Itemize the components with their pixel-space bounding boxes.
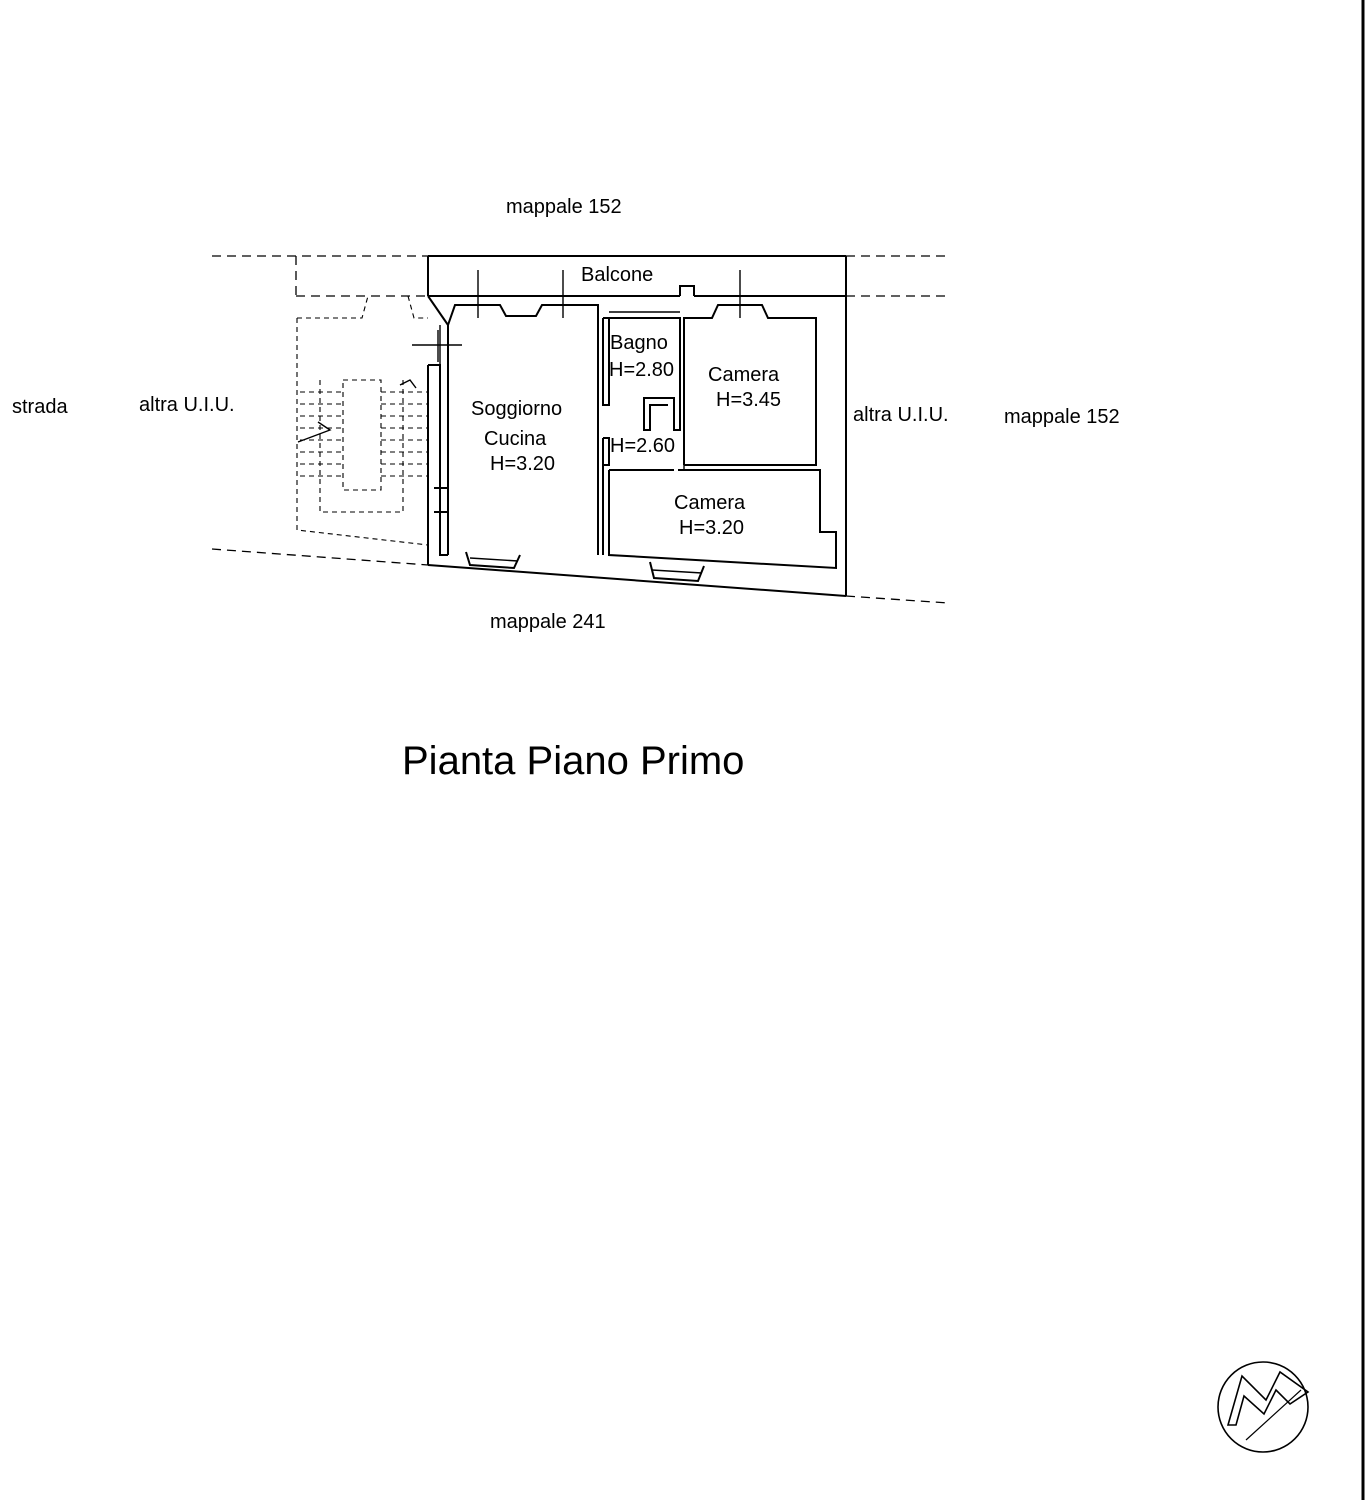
other-unit-left-label: altra U.I.U. (139, 394, 235, 416)
kitchen-name: Cucina (484, 428, 547, 450)
balcony-label: Balcone (581, 264, 654, 286)
hall-height: H=2.60 (610, 435, 676, 457)
living-room-height: H=3.20 (490, 453, 556, 475)
bath-name: Bagno (610, 332, 668, 354)
bedroom-2-height: H=3.20 (679, 517, 745, 539)
right-parcel-label: mappale 152 (1004, 406, 1120, 428)
bottom-parcel-label: mappale 241 (490, 611, 606, 633)
bedroom-1-height: H=3.45 (716, 389, 782, 411)
north-arrow-icon (1218, 1362, 1308, 1452)
bedroom-1-name: Camera (708, 364, 780, 386)
street-label: strada (12, 396, 68, 418)
other-unit-right-label: altra U.I.U. (853, 404, 949, 426)
plan-title: Pianta Piano Primo (402, 739, 745, 783)
staircase (297, 296, 428, 545)
bath-height: H=2.80 (609, 359, 675, 381)
outer-walls (428, 256, 846, 596)
living-room-name: Soggiorno (471, 398, 563, 420)
top-parcel-label: mappale 152 (506, 196, 622, 218)
boundary-lines (212, 256, 948, 603)
bedroom-2-name: Camera (674, 492, 746, 514)
